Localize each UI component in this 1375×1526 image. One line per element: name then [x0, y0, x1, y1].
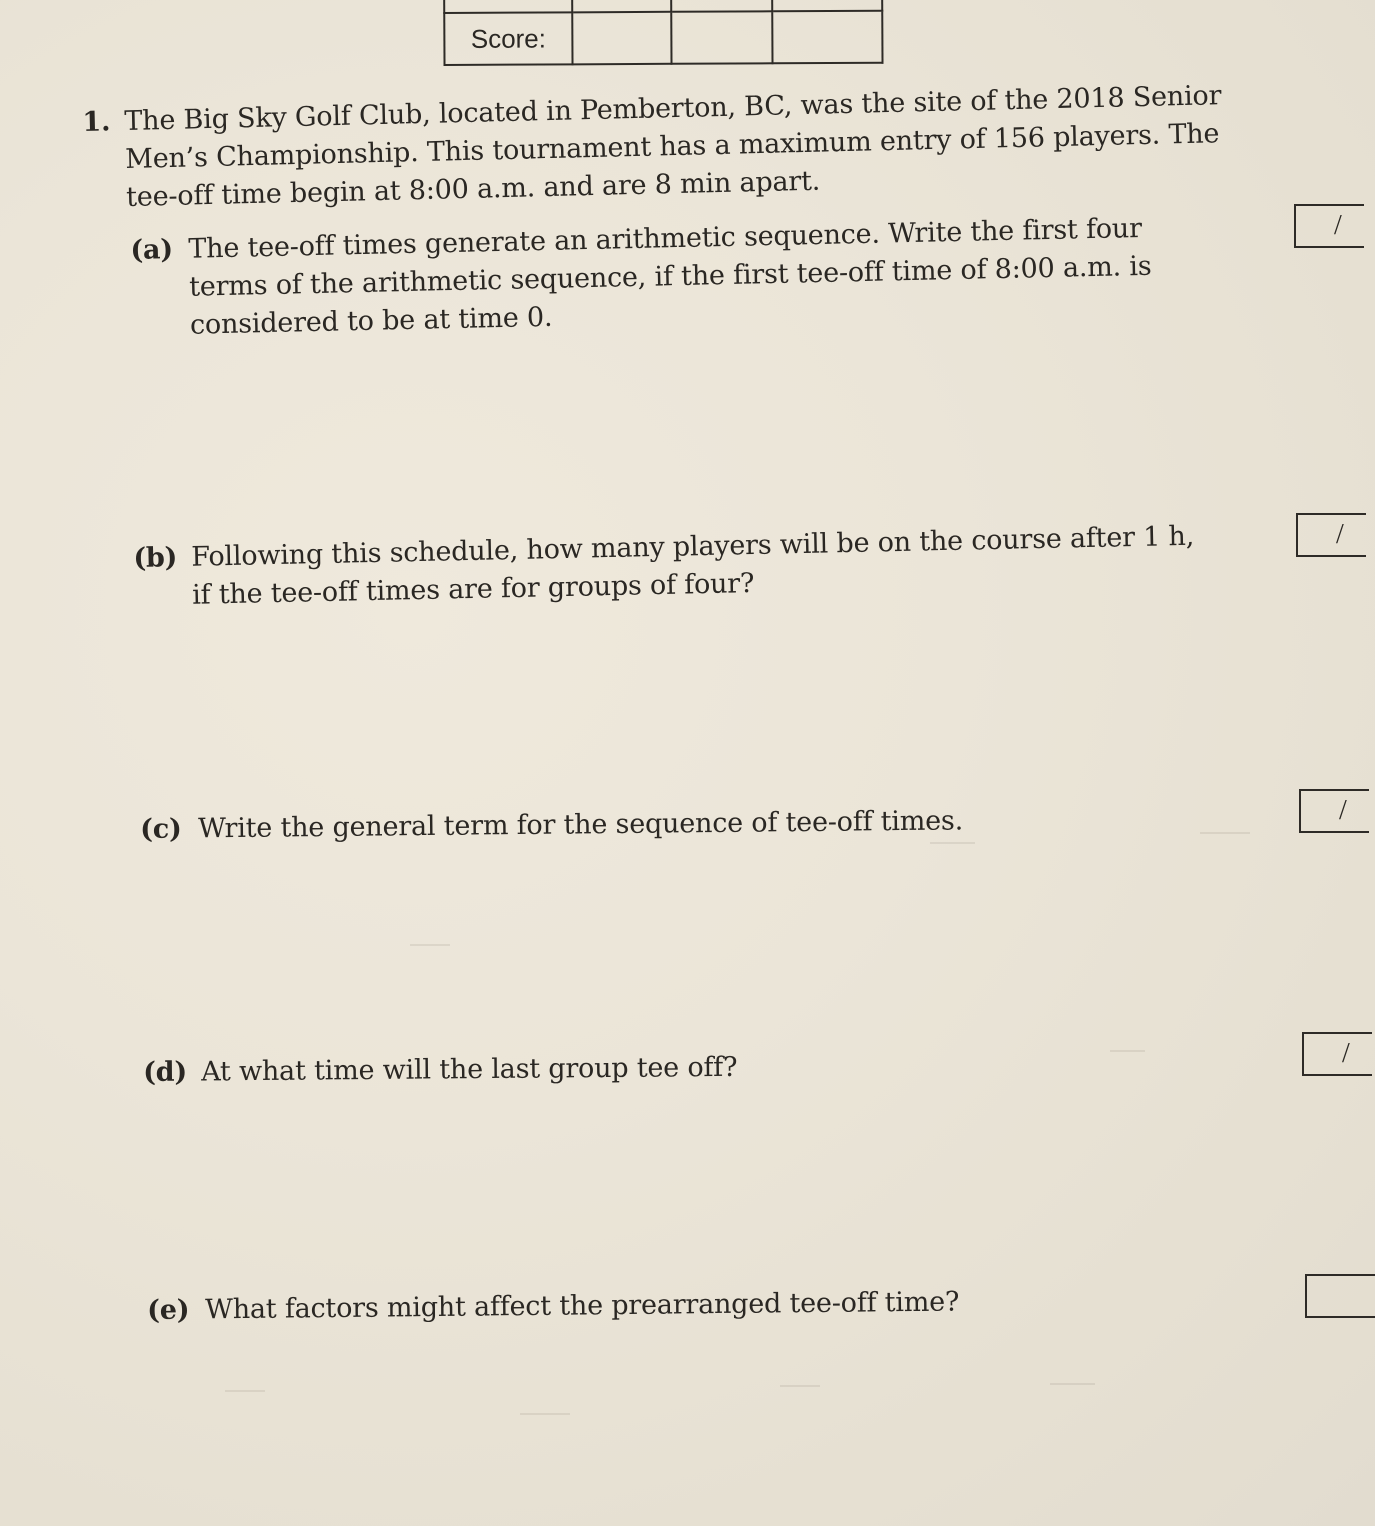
part-text: At what time will the last group tee off? [201, 1051, 738, 1088]
part-label: (a) [130, 234, 174, 266]
bleed-through-mark [225, 1390, 265, 1392]
mark-slash: / [1339, 795, 1347, 826]
part-d [143, 1045, 1223, 1092]
part-text: Write the general term for the sequence of tee-off times. [198, 805, 964, 845]
score-table [443, 0, 884, 66]
mark-box [1302, 1032, 1372, 1076]
bleed-through-mark [1050, 1383, 1095, 1385]
mark-box [1299, 789, 1369, 833]
marks-label-cell [444, 0, 572, 13]
bleed-through-mark [930, 842, 975, 844]
bleed-through-mark [1200, 832, 1250, 834]
part-label: (c) [140, 813, 182, 845]
part-text: Following this schedule, how many players will be on the course after 1 h, if the tee-off times are for groups of four? [191, 520, 1195, 611]
score-row [444, 11, 882, 65]
part-label: (b) [133, 542, 178, 574]
score-cell [671, 11, 772, 64]
score-cell [572, 12, 671, 65]
score-label: Score: [444, 12, 572, 65]
marks-value-cell [572, 0, 671, 12]
part-text: What factors might affect the prearranged tee-off time? [205, 1286, 960, 1326]
score-cell [772, 11, 882, 64]
marks-empty-cell [772, 0, 882, 11]
part-label: (d) [143, 1056, 188, 1088]
bleed-through-mark [520, 1413, 570, 1415]
bleed-through-mark [1110, 1050, 1145, 1052]
part-text: The tee-off times generate an arithmetic sequence. Write the first four terms of the arithmetic sequence, if the first tee-off time of 8:00 a.m. is considered to be at time 0. [188, 212, 1152, 341]
part-c [140, 800, 1220, 849]
mark-box [1296, 513, 1366, 557]
part-e [147, 1281, 1227, 1330]
marks-empty-cell [671, 0, 772, 12]
part-a [130, 208, 1212, 346]
mark-slash: / [1334, 210, 1342, 241]
question-text: The Big Sky Golf Club, located in Pemberton, BC, was the site of the 2018 Senior Men’s Championship. This tournament has a maximum entry of 156 players. The tee-off time begin at 8:00 a.m. and are 8 min apart. [124, 80, 1222, 213]
bleed-through-mark [780, 1385, 820, 1387]
mark-slash: / [1336, 519, 1344, 550]
question-number: 1. [82, 106, 111, 138]
part-label: (e) [147, 1294, 190, 1326]
part-b [133, 517, 1214, 616]
mark-box [1305, 1274, 1375, 1318]
question-1 [82, 76, 1264, 218]
mark-slash: / [1342, 1038, 1350, 1069]
mark-box [1294, 204, 1364, 248]
bleed-through-mark [410, 944, 450, 946]
